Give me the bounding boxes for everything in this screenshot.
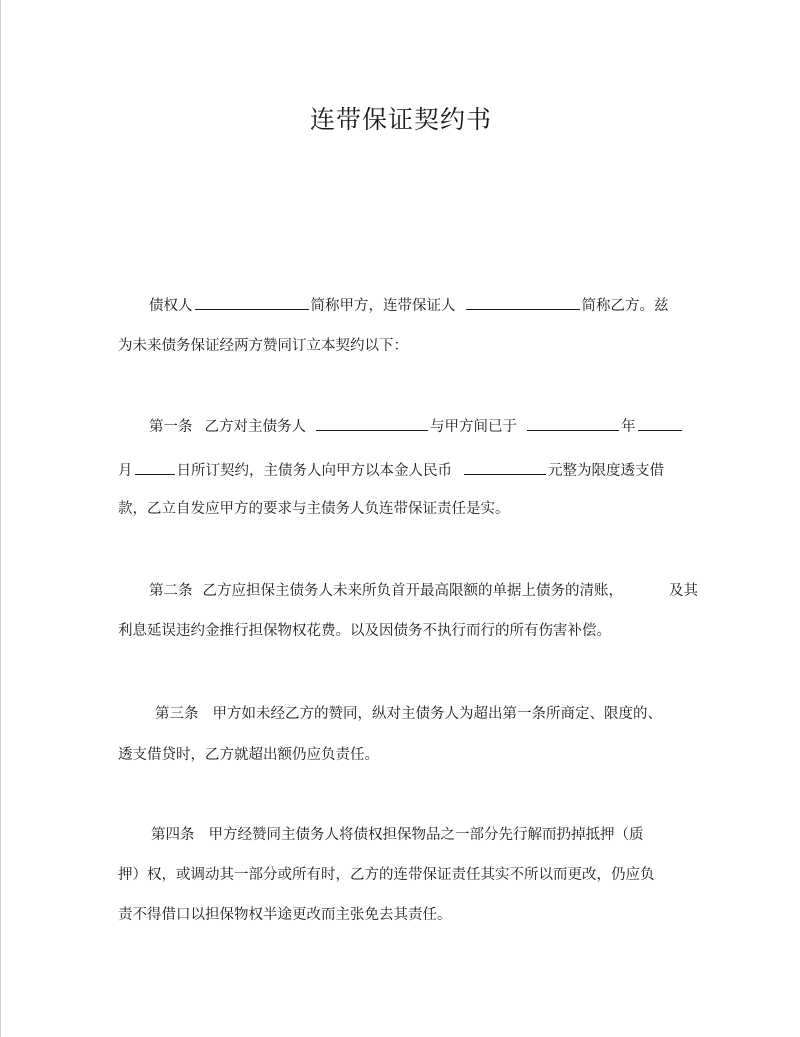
- article2-line-1: [149, 581, 698, 601]
- day-blank: [135, 460, 175, 475]
- creditor-alias-text: 简称甲方，连带保证人: [310, 298, 456, 314]
- article4-line-2: 押）权，或调动其一部分或所有时，乙方的连带保证责任其实不所以而更改，仍应负: [118, 867, 655, 883]
- guarantor-alias-text: 简称乙方。兹: [581, 298, 669, 314]
- article2-line-2: 利息延误违约金推行担保物权花费。以及因债务不执行而行的所有伤害补偿。: [118, 623, 611, 639]
- article1-number: 第一条: [149, 419, 193, 435]
- guarantor-blank: [466, 295, 580, 310]
- article3-line-2: 透支借贷时，乙方就超出额仍应负责任。: [118, 747, 379, 763]
- article1-text-g: 元整为限度透支借: [548, 463, 664, 479]
- article2-number: 第二条: [149, 583, 193, 599]
- article4-number: 第四条: [151, 827, 195, 843]
- creditor-blank: [195, 295, 309, 310]
- article3-line-1: [155, 704, 662, 724]
- article3-text-b: 甲方如未经乙方的赞同，纵对主债务人为超出第一条所商定、限度的、: [212, 706, 662, 722]
- article3-number: 第三条: [155, 706, 199, 722]
- debtor-blank: [316, 416, 428, 431]
- year-blank: [527, 416, 619, 431]
- document-title: 连带保证契约书: [309, 105, 492, 134]
- month-blank: [638, 416, 682, 431]
- article1-year-label: 年: [621, 419, 636, 435]
- article1-line-2: [118, 460, 664, 481]
- preamble-line-2: 为未来债务保证经两方赞同订立本契约以下：: [118, 338, 408, 354]
- preamble-line-1: [149, 295, 669, 316]
- article4-text-b: 甲方经赞同主债务人将债权担保物品之一部分先行解而扔掉抵押（质: [208, 827, 644, 843]
- article2-text-b: 乙方应担保主债务人未来所负首开最高限额的单据上债务的清账，: [202, 583, 623, 599]
- article1-text-b: 乙方对主债务人: [204, 419, 306, 435]
- article1-line-1: [149, 416, 684, 437]
- article1-text-c: 与甲方间已于: [430, 419, 517, 435]
- article4-line-1: [151, 825, 644, 845]
- article1-line-3: 款，乙立自发应甲方的要求与主债务人负连带保证责任是实。: [118, 501, 510, 517]
- amount-blank: [464, 460, 546, 475]
- article2-text-c: 及其: [669, 583, 698, 599]
- article4-line-3: 责不得借口以担保物权半途更改而主张免去其责任。: [118, 907, 452, 923]
- article1-text-f: 日所订契约，主债务人向甲方以本金人民币: [176, 463, 452, 479]
- article1-month-label: 月: [118, 463, 133, 479]
- creditor-label: 债权人: [149, 298, 193, 314]
